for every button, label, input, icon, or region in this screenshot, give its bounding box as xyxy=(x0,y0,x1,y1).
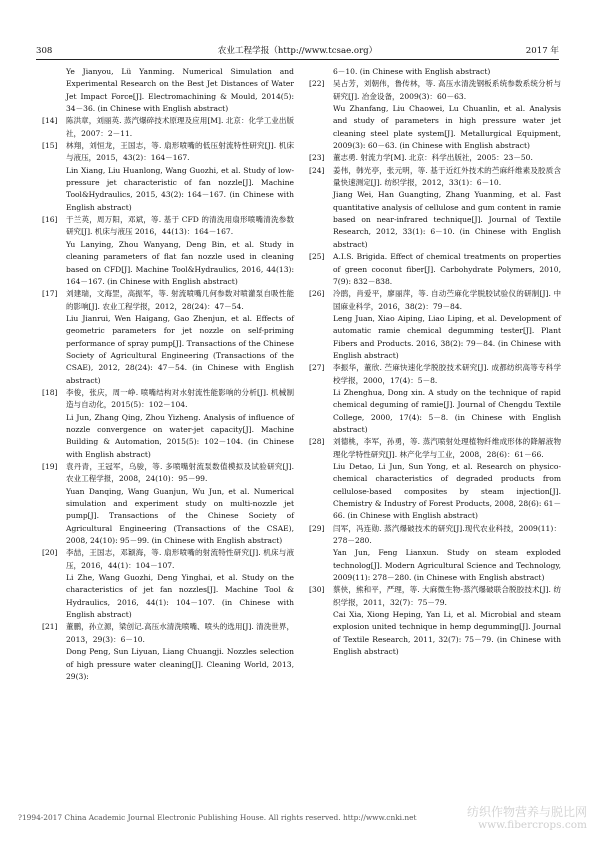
reference-item xyxy=(42,547,294,621)
reference-continuation xyxy=(309,66,561,78)
reference-item xyxy=(42,461,294,547)
reference-text: 李喆，王国志，邓颖海，等. 扇形喷嘴的射流特性研究[J]. 机床与液压，2016，44(1)：104－107. xyxy=(66,548,294,570)
reference-item xyxy=(42,214,294,288)
reference-text: 刘德桃，李军，孙勇，等. 蒸汽喷射处理植物纤维成形体的降解液物理化学特性研究[J]. 林产化学与工业，2008，28(6)：61－66. xyxy=(333,437,561,459)
reference-item xyxy=(309,523,561,585)
reference-item xyxy=(309,152,561,164)
reference-text: 刘建瑞，文海罡，高振军，等. 射流喷嘴几何参数对喷灌泵自吸性能的影响[J]. 农业工程学报，2012，28(24)：47－54. xyxy=(66,289,294,311)
reference-item xyxy=(42,387,294,461)
reference-text: Leng Juan, Xiao Aiping, Liao Liping, et al. Development of automatic ramie chemical degumming tester[J]. Plant Fibers and Products. 2016, 38(2): 79－84. (in Chinese with English abstract) xyxy=(333,313,561,360)
reference-number: [18] xyxy=(42,387,58,397)
reference-text: 冷鹃，肖爱平，廖丽萍，等. 自动苎麻化学脱胶试验仪的研制[J]. 中国麻业科学，2016，38(2)：79－84. xyxy=(333,289,561,311)
reference-item xyxy=(309,251,561,288)
reference-text: 吴占芳，刘朝伟，鲁传林，等. 高压水清洗钢板系统参数系统分析与研究[J]. 冶金设备，2009(3)：60－63. xyxy=(333,79,561,101)
watermark-text: 纺织作物营养与脱比网 xyxy=(466,805,587,819)
reference-text: 林翔，刘恒龙，王国志，等. 扇形喷嘴的低压射流特性研究[J]. 机床与液压，2015，43(2)：164－167. xyxy=(66,141,294,163)
reference-number: [23] xyxy=(309,153,325,163)
reference-text: 姜伟，韩光亭，张元明，等. 基于近红外技术的苎麻纤维素及胶质含量快速测定[J]. 纺织学报，2012，33(1)：6－10. xyxy=(333,165,561,188)
reference-continuation xyxy=(42,66,294,115)
reference-text: Yan Jun, Feng Lianxun. Study on steam exploded technolog[J]. Modern Agricultural Science and Technology, 2009(11): 278－280. (in Chinese with English abstract) xyxy=(333,548,561,583)
reference-item xyxy=(309,78,561,152)
reference-text: Wu Zhanfang, Liu Chaowei, Lu Chuanlin, et al. Analysis and study of parameters in high pressure water jet cleaning steel plate system[J]. Metallurgical Equipment, 2009(3): 60－63. (in Chinese with English abstract) xyxy=(333,104,561,151)
journal-title: 农业工程学报（http://www.tcsae.org） xyxy=(217,46,378,56)
reference-item xyxy=(42,288,294,387)
reference-text: 李俊，张庆，周一峥. 喷嘴结构对水射流性能影响的分析[J]. 机械制造与自动化，2015(5)：102－104. xyxy=(66,387,294,410)
reference-text: A.I.S. Brigida. Effect of chemical treatments on properties of green coconut fiber[J]. Carbohydrate Polymers, 2010, 7(9): 832－838. xyxy=(333,252,561,286)
reference-item xyxy=(42,115,294,140)
reference-text: Dong Peng, Sun Liyuan, Liang Chuangji. Nozzles selection of high pressure water cleaning[J]. Cleaning World, 2013, 29(3): xyxy=(66,647,294,681)
page-number: 308 xyxy=(36,46,53,56)
reference-text: 蔡侠，熊和平，严理，等. 大麻微生物-蒸汽爆破联合脱胶技术[J]. 纺织学报，2011，32(7)：75－79. xyxy=(333,585,561,607)
reference-number: [19] xyxy=(42,462,58,471)
reference-number: [14] xyxy=(42,116,58,126)
reference-number: [22] xyxy=(309,79,325,89)
reference-text: 董志勇. 射流力学[M]. 北京：科学出版社，2005：23－50. xyxy=(333,153,533,163)
reference-text: Liu Detao, Li Jun, Sun Yong, et al. Research on physico-chemical characteristics of degraded products from cellulose-based composites by steam injection[J]. Chemistry & Industry of Forest Products, 2008, 28(6): 61－66. (in Chinese with English abstract) xyxy=(333,462,561,521)
site-watermark xyxy=(467,806,587,832)
reference-item xyxy=(309,584,561,658)
publication-year: 2017 年 xyxy=(525,46,559,56)
reference-number: [17] xyxy=(42,289,58,299)
reference-item xyxy=(309,362,561,436)
reference-item xyxy=(42,621,294,683)
reference-number: [28] xyxy=(309,437,325,447)
copyright-footer: ?1994-2017 China Academic Journal Electronic Publishing House. All rights reserved. http://www.cnki.net xyxy=(18,813,417,822)
right-column xyxy=(309,66,561,659)
reference-number: [15] xyxy=(42,141,58,151)
reference-number: [27] xyxy=(309,363,325,373)
reference-text: Yuan Danqing, Wang Guanjun, Wu Jun, et al. Numerical simulation and experiment study on multi-nozzle jet pump[J]. Transactions of the Chinese Society of Agricultural Engineering (Transactions of the CSAE), 2008, 24(10): 95－99. (in Chinese with English abstract) xyxy=(66,486,294,546)
reference-text: Li Jun, Zhang Qing, Zhou Yizheng. Analysis of influence of nozzle convergence on water-jet capacity[J]. Machine Building & Automation, 2015(5): 102－104. (in Chinese with English abstract) xyxy=(66,412,294,459)
reference-text: 董鹏，孙立源，梁创记.高压水清洗喷嘴、喷头的选用[J]. 清洗世界，2013，29(3)：6－10. xyxy=(66,622,294,644)
reference-number: [29] xyxy=(309,523,325,533)
reference-number: [25] xyxy=(309,252,325,262)
reference-number: [16] xyxy=(42,215,58,225)
reference-item xyxy=(42,140,294,214)
reference-text: Liu Jianrui, Wen Haigang, Gao Zhenjun, et al. Effects of geometric parameters for jet nozzle on self-priming performance of spray pump[J]. Transactions of the Chinese Society of Agricultural Engineering (Transactions of the CSAE), 2012, 28(24): 47－54. (in Chinese with English abstract) xyxy=(66,313,294,385)
reference-text: Li Zhe, Wang Guozhi, Deng Yinghai, et al. Study on the characteristics of jet fan nozzles[J]. Machine Tool & Hydraulics, 2016, 44(1): 104－107. (in Chinese with English abstract) xyxy=(66,573,294,620)
watermark-url: www.fibercrops.com xyxy=(478,819,587,831)
reference-text: 6－10. (in Chinese with English abstract) xyxy=(333,67,491,76)
reference-text: 于兰英，周万阳，邓斌，等. 基于 CFD 的清洗用扇形喷嘴清洗参数研究[J]. 机床与液压 2016，44(13)：164－167. xyxy=(66,215,294,237)
reference-text: 陈洪章，刘丽英. 蒸汽爆碎技术原理及应用[M]. 北京：化学工业出版社，2007：2－11. xyxy=(66,116,294,138)
reference-item xyxy=(309,436,561,522)
reference-item xyxy=(309,288,561,362)
left-column xyxy=(42,66,294,683)
reference-number: [20] xyxy=(42,548,58,558)
reference-text: Li Zhenghua, Dong xin. A study on the technique of rapid chemical deguming of ramie[J]. Journal of Chengdu Textile College, 2000, 17(4): 5－8. (in Chinese with English abstract) xyxy=(333,387,561,434)
reference-text: 李振华，董欣. 苎麻快速化学脱胶技术研究[J]. 成都纺织高等专科学校学报，2000，17(4)：5－8. xyxy=(333,363,561,385)
reference-text: Jiang Wei, Han Guangting, Zhang Yuanming, et al. Fast quantitative analysis of cellulose and gum content in ramie based on near-infrared technique[J]. Journal of Textile Research, 2012, 33(1): 6－10. (in Chinese with English abstract) xyxy=(333,190,561,249)
reference-number: [21] xyxy=(42,622,58,632)
reference-text: 袁丹青，王冠军，乌骏，等. 多喷嘴射流泵数值模拟及试验研究[J]. 农业工程学报，2008，24(10)：95－99. xyxy=(66,462,294,484)
reference-item xyxy=(309,165,561,251)
reference-text: Ye Jianyou, Lü Yanming. Numerical Simulation and Experimental Research on the Best Jet Distances of Water Jet Impact Force[J]. Electromachining & Mould, 2014(5): 34－36. (in Chinese with English abstract) xyxy=(66,67,294,114)
reference-number: [24] xyxy=(309,165,325,175)
reference-number: [26] xyxy=(309,289,325,299)
reference-text: Lin Xiang, Liu Huanlong, Wang Guozhi, et al. Study of low-pressure jet characteristic of fan nozzle[J]. Machine Tool&Hydraulics, 2015, 43(2): 164－167. (in Chinese with English abstract) xyxy=(66,165,294,212)
reference-text: Yu Lanying, Zhou Wanyang, Deng Bin, et al. Study in cleaning parameters of flat fan nozzle used in cleaning based on CFD[J]. Machine Tool&Hydraulics, 2016, 44(13): 164－167. (in Chinese with English abstract) xyxy=(66,239,294,286)
reference-number: [30] xyxy=(309,585,325,595)
reference-text: Cai Xia, Xiong Heping, Yan Li, et al. Microbial and steam explosion united technique in hemp degumming[J]. Journal of Textile Research, 2011, 32(7): 75－79. (in Chinese with English abstract) xyxy=(333,610,561,657)
page-header xyxy=(36,40,559,60)
reference-text: 闫军，冯连勋. 蒸汽爆破技术的研究[J].现代农业科技，2009(11)：278－280. xyxy=(333,523,561,546)
